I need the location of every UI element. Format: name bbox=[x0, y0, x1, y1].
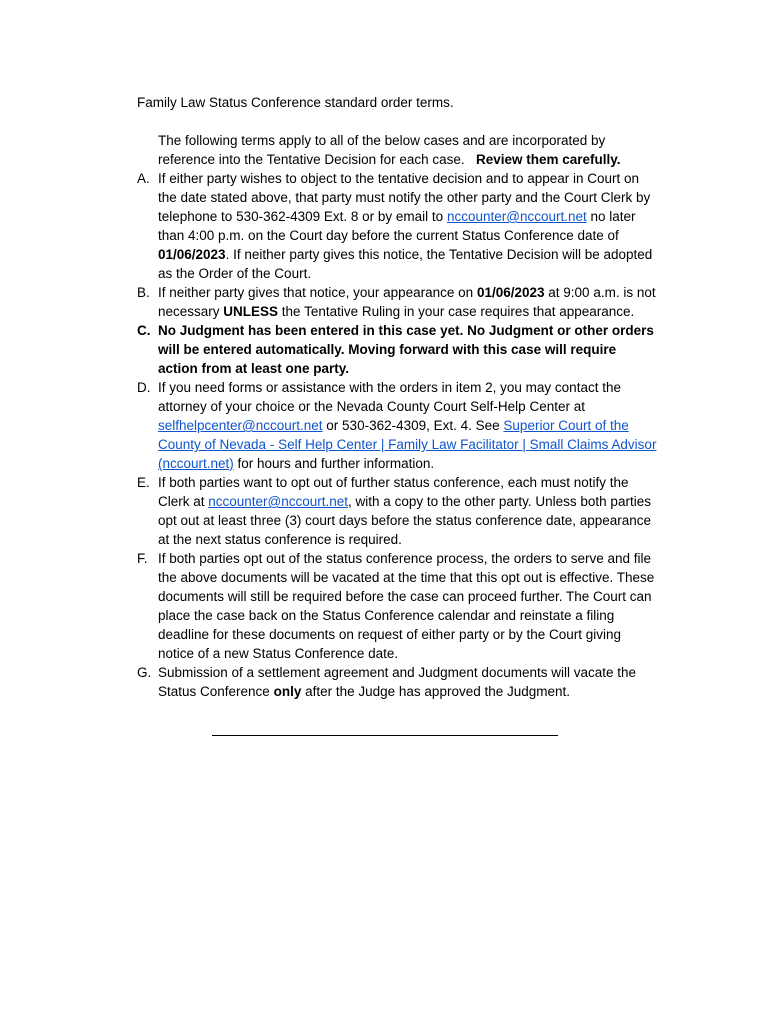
term-marker: D. bbox=[137, 380, 151, 395]
term-body bbox=[158, 473, 657, 549]
term-text: after the Judge has approved the Judgment. bbox=[301, 684, 571, 699]
intro-emphasis: Review them carefully. bbox=[475, 152, 621, 167]
intro-paragraph bbox=[158, 131, 638, 169]
term-marker: G. bbox=[137, 665, 152, 680]
term-f bbox=[137, 549, 657, 663]
term-text: . If neither party gives this notice, the Tentative Decision will be adopted as the Order of the Court. bbox=[158, 247, 653, 281]
term-text: for hours and further information. bbox=[233, 456, 435, 471]
term-text: If both parties want to opt out of further status conference, each must notify the Clerk at bbox=[158, 475, 629, 509]
unless-emphasis: UNLESS bbox=[223, 304, 279, 319]
term-marker: B. bbox=[137, 285, 150, 300]
term-text: at 9:00 a.m. is not necessary bbox=[158, 285, 656, 319]
email-link-nccounter[interactable]: nccounter@nccourt.net bbox=[446, 209, 587, 224]
term-b bbox=[137, 283, 657, 321]
term-d bbox=[137, 378, 657, 473]
terms-list bbox=[137, 169, 657, 701]
intro-text: The following terms apply to all of the below cases and are incorporated by reference into the Tentative Decision for each case. bbox=[158, 133, 606, 167]
term-body bbox=[158, 663, 657, 701]
term-body bbox=[158, 169, 657, 283]
conference-date: 01/06/2023 bbox=[158, 247, 226, 262]
only-emphasis: only bbox=[273, 684, 302, 699]
term-e bbox=[137, 473, 657, 549]
term-text: If either party wishes to object to the tentative decision and to appear in Court on the date stated above, that party must notify the other party and the Court Clerk by telephone to 530-362-4309 Ext. 8 or by email to bbox=[158, 171, 651, 224]
email-link-nccounter[interactable]: nccounter@nccourt.net bbox=[208, 494, 349, 509]
term-marker: A. bbox=[137, 171, 150, 186]
term-body: If both parties opt out of the status conference process, the orders to serve and file the above documents will be vacated at the time that this opt out is effective. These documents will still be required before the case can proceed further. The Court can place the case back on the Status Conference calendar and reinstate a filing deadline for these documents on request of either party or by the Court giving notice of a new Status Conference date. bbox=[158, 551, 655, 661]
term-text: the Tentative Ruling in your case requires that appearance. bbox=[278, 304, 635, 319]
term-body bbox=[158, 378, 657, 473]
conference-date: 01/06/2023 bbox=[476, 285, 545, 300]
term-text: If you need forms or assistance with the orders in item 2, you may contact the attorney of your choice or the Nevada County Court Self-Help Center at bbox=[158, 380, 621, 414]
email-link-selfhelpcenter[interactable]: selfhelpcenter@nccourt.net bbox=[158, 418, 323, 433]
term-text: , with a copy to the other party. Unless both parties opt out at least three (3) court days before the status conference date, appearance at the next status conference is required. bbox=[158, 494, 652, 547]
term-marker: E. bbox=[137, 475, 150, 490]
term-marker: F. bbox=[137, 551, 148, 566]
self-help-center-link[interactable]: Superior Court of the County of Nevada - Self Help Center | Family Law Facilitator | Small Claims Advisor (nccourt.net) bbox=[158, 418, 657, 471]
term-marker: C. bbox=[137, 323, 151, 338]
term-body: No Judgment has been entered in this case yet. No Judgment or other orders will be entered automatically. Moving forward with this case will require action from at least one party. bbox=[158, 323, 654, 376]
signature-rule bbox=[212, 735, 558, 736]
term-text: no later than 4:00 p.m. on the Court day before the current Status Conference date of bbox=[158, 209, 636, 243]
term-a bbox=[137, 169, 657, 283]
term-g bbox=[137, 663, 657, 701]
term-text: Submission of a settlement agreement and Judgment documents will vacate the Status Conference bbox=[158, 665, 637, 699]
document-title: Family Law Status Conference standard order terms. bbox=[137, 95, 454, 110]
term-body bbox=[158, 283, 657, 321]
term-c bbox=[137, 321, 657, 378]
term-text: or 530-362-4309, Ext. 4. See bbox=[322, 418, 504, 433]
term-text: If neither party gives that notice, your appearance on bbox=[158, 285, 477, 300]
